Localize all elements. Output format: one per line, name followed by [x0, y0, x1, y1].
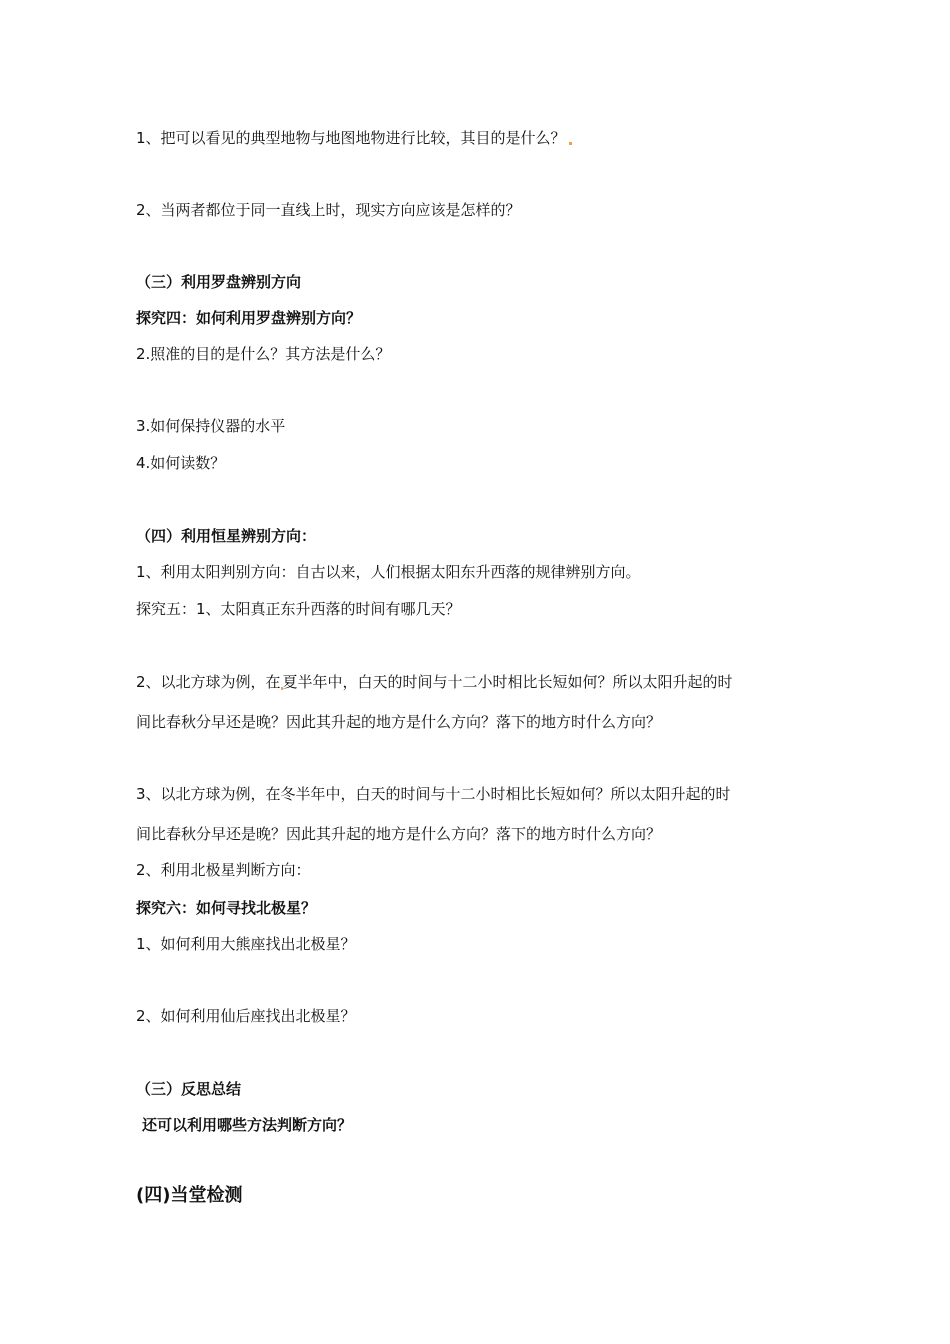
polaris-method-text: 2、利用北极星判断方向： — [136, 861, 311, 879]
section-compass-heading: （三）利用罗盘辨别方向 — [136, 273, 302, 291]
in-class-test-heading: (四)当堂检测 — [136, 1185, 243, 1206]
compass-question-3: 3.如何保持仪器的水平 — [136, 417, 286, 435]
polaris-question-2: 2、如何利用仙后座找出北极星？ — [136, 1007, 356, 1025]
compass-question-2: 2.照准的目的是什么？其方法是什么？ — [136, 345, 391, 363]
explore-5-question-1: 探究五：1、太阳真正东升西落的时间有哪几天？ — [136, 600, 461, 618]
question-1-text: 1、把可以看见的典型地物与地图地物进行比较，其目的是什么？ — [136, 129, 566, 147]
question-2: 2、当两者都位于同一直线上时，现实方向应该是怎样的？ — [136, 201, 521, 219]
question-1 — [136, 128, 572, 148]
reflection-heading: （三）反思总结 — [136, 1080, 242, 1098]
reflection-question: 还可以利用哪些方法判断方向？ — [142, 1116, 353, 1134]
sun-question-2-suffix: 夏半年中，白天的时间与十二小时相比长短如何？所以太阳升起的时 — [282, 673, 733, 691]
sun-question-2-line-2: 间比春秋分早还是晚？因此其升起的地方是什么方向？落下的地方时什么方向？ — [136, 713, 662, 731]
explore-4-heading: 探究四：如何利用罗盘辨别方向？ — [136, 309, 362, 327]
section-stars-heading: （四）利用恒星辨别方向： — [136, 527, 317, 545]
sun-question-3-line-1: 3、以北方球为例，在冬半年中，白天的时间与十二小时相比长短如何？所以太阳升起的时 — [136, 785, 731, 803]
sun-question-3-line-2: 间比春秋分早还是晚？因此其升起的地方是什么方向？落下的地方时什么方向？ — [136, 825, 662, 843]
sun-question-2-prefix: 2、以北方球为例，在 — [136, 673, 281, 691]
sun-question-2-line-1 — [136, 672, 733, 692]
explore-6-heading: 探究六：如何寻找北极星？ — [136, 899, 317, 917]
polaris-question-1: 1、如何利用大熊座找出北极星？ — [136, 935, 356, 953]
edit-mark-icon — [569, 142, 572, 145]
compass-question-4: 4.如何读数？ — [136, 454, 226, 472]
sun-method-text: 1、利用太阳判别方向：自古以来，人们根据太阳东升西落的规律辨别方向。 — [136, 563, 641, 581]
